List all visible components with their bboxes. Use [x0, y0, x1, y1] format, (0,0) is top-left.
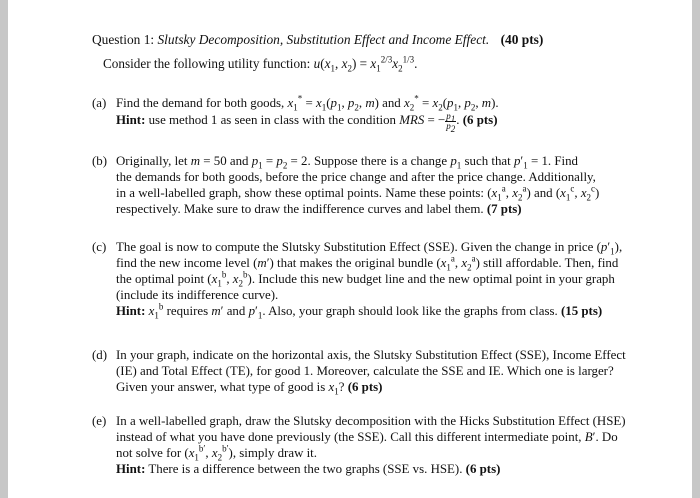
part-e: (e) In a well-labelled graph, draw the Slutsky decomposition with the Hicks Substitution Effect (HSE) instead of what you have done previously (the SSE). Call this different intermediate point, B′. Do not solve for ($x_1^{b'}$, $x_2^{b'}$), simply draw it. Hint: There is a difference between the two graphs (SSE vs. HSE). (6 pts) — [92, 414, 626, 476]
left-frame — [0, 0, 8, 498]
part-d: (d) In your graph, indicate on the horizontal axis, the Slutsky Substitution Effect (SSE), Income Effect (IE) and Total Effect (TE), for good 1. Moreover, calculate the SSE and IE. Which one is larger? Given your answer, what type of good is $x_1$? (6 pts) — [92, 348, 626, 397]
part-b: (b) Originally, let m = 50 and $p_1 = p_2 = 2$. Suppose there is a change $p_1$ such that $p'_1 = 1$. Find the demands for both goods, before the price change and after the price change. Additionally, in a well-labelled graph, show these optimal points. Name these points: ($x_1^a$, $x_2^a$) and ($x_1^c$, $x_2^c$) respectively. Make sure to draw the indifference curves and label them. (7 pts) — [92, 154, 600, 216]
question-header — [92, 32, 543, 48]
price-ratio: $\frac{p_1}{p_2}$ — [446, 110, 456, 134]
document-page — [8, 0, 692, 498]
question-title: Slutsky Decomposition, Substitution Effect and Income Effect. — [157, 32, 490, 47]
question-points: (40 pts) — [500, 32, 544, 47]
utility-formula: u — [313, 56, 321, 71]
question-number: Question 1: — [92, 32, 155, 47]
right-frame — [692, 0, 700, 498]
part-a: (a) Find the demand for both goods, $x_1^* = x_1(p_1$, $p_2$, m) and $x_2^* = x_2(p_1$, $p_2$, m). Hint: use method 1 as seen in class with the condition MRS = − $\frac{p_1}{p_2}$ . (6 pts) — [92, 93, 499, 134]
part-c: (c) The goal is now to compute the Slutsky Substitution Effect (SSE). Given the change in price $(p'_1)$, find the new income level (m′) that makes the original bundle ($x_1^a$, $x_2^a$) still affordable. Then, find the optimal point ($x_1^b$, $x_2^b$). Include this new budget line and the new optimal point in your graph (include its indifference curve). Hint: $x_1^b$ requires m′ and $p'_1$. Also, your graph should look like the graphs from class. (15 pts) — [92, 240, 623, 321]
utility-intro: Consider the following utility function: $u(x_1$, $x_2) = x_1^{2/3}x_2^{1/3}$. — [103, 54, 418, 74]
